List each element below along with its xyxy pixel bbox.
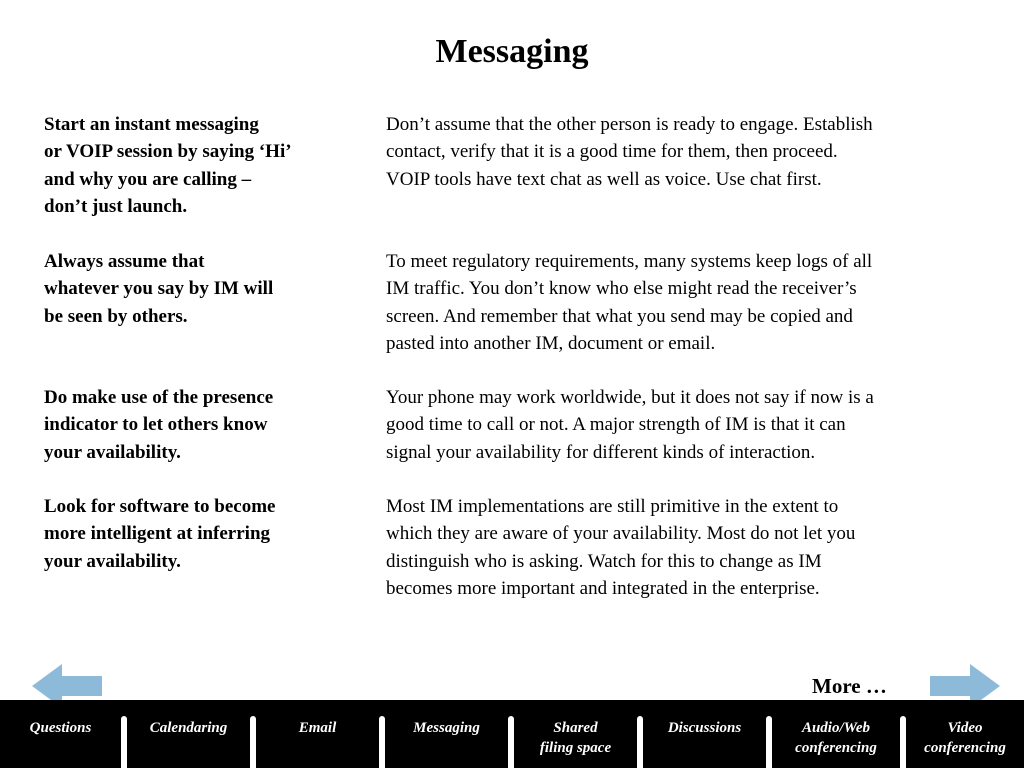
tip-explanation-line: pasted into another IM, document or email. <box>386 332 716 354</box>
nav-tab-label: Video <box>947 720 983 736</box>
tip-explanation-line: good time to call or not. A major strength of IM is that it can <box>386 414 846 436</box>
tip-explanation-line: Your phone may work worldwide, but it does not say if now is a <box>386 387 874 408</box>
nav-tab-discussions[interactable] <box>643 714 766 768</box>
tip-explanation-line: which they are aware of your availability. Most do not let you <box>386 523 856 545</box>
tip-explanation-line: VOIP tools have text chat as well as voice. Use chat first. <box>386 168 822 190</box>
tip-explanation <box>386 493 986 602</box>
nav-tab-label: Email <box>298 720 337 736</box>
nav-tab-label: Calendaring <box>149 720 228 736</box>
nav-tab-label: Discussions <box>667 720 742 736</box>
nav-tab-messaging[interactable] <box>385 714 508 768</box>
tip-heading-line: more intelligent at inferring <box>44 523 271 545</box>
tip-explanation-line: screen. And remember that what you send may be copied and <box>386 305 853 327</box>
tip-explanation-line: signal your availability for different kinds of interaction. <box>386 441 816 463</box>
tip-explanation-line: Don’t assume that the other person is ready to engage. Establish <box>386 114 873 135</box>
tip-explanation-line: becomes more important and integrated in the enterprise. <box>386 577 820 599</box>
more-link[interactable]: More … <box>812 674 887 698</box>
tip-heading-line: your availability. <box>44 441 181 463</box>
tip-heading-line: indicator to let others know <box>44 414 268 436</box>
tip-heading <box>44 493 344 575</box>
tip-heading-line: whatever you say by IM will <box>44 278 274 300</box>
nav-tab-label: conferencing <box>924 740 1006 756</box>
nav-tab-label: Questions <box>29 720 92 736</box>
nav-tab-label: Messaging <box>413 720 480 736</box>
tip-explanation-line: distinguish who is asking. Watch for this to change as IM <box>386 550 822 572</box>
tip-heading-line: Always assume that <box>44 251 205 272</box>
nav-tab-questions[interactable] <box>0 714 121 768</box>
nav-tab-audio-web-conferencing[interactable] <box>772 714 900 768</box>
nav-tab-label: filing space <box>539 740 612 756</box>
nav-tab-email[interactable] <box>256 714 379 768</box>
nav-tab-label: conferencing <box>795 740 877 756</box>
nav-tab-label: Shared <box>553 720 598 736</box>
tip-explanation-line: contact, verify that it is a good time for them, then proceed. <box>386 141 838 163</box>
tip-explanation <box>386 384 986 466</box>
tip-heading-line: Start an instant messaging <box>44 114 259 135</box>
nav-tab-label: Audio/Web <box>801 720 871 736</box>
tip-heading <box>44 384 344 466</box>
tip-heading <box>44 248 344 330</box>
tip-heading-line: be seen by others. <box>44 305 188 327</box>
tip-heading-line: and why you are calling – <box>44 168 252 190</box>
tip-heading-line: or VOIP session by saying ‘Hi’ <box>44 141 292 163</box>
tip-heading <box>44 111 344 220</box>
tip-explanation <box>386 111 986 193</box>
tip-heading-line: your availability. <box>44 550 181 572</box>
tip-explanation-line: IM traffic. You don’t know who else might read the receiver’s <box>386 278 857 300</box>
page-title: Messaging <box>435 33 589 70</box>
tip-explanation <box>386 248 986 357</box>
tip-heading-line: Look for software to become <box>44 496 276 517</box>
tip-heading-line: Do make use of the presence <box>44 387 274 408</box>
nav-tab-calendaring[interactable] <box>127 714 250 768</box>
nav-tab-video-conferencing[interactable] <box>906 714 1024 768</box>
nav-tab-shared-filing-space[interactable] <box>514 714 637 768</box>
tip-explanation-line: To meet regulatory requirements, many systems keep logs of all <box>386 251 873 272</box>
tip-heading-line: don’t just launch. <box>44 195 188 217</box>
tip-explanation-line: Most IM implementations are still primitive in the extent to <box>386 496 839 517</box>
